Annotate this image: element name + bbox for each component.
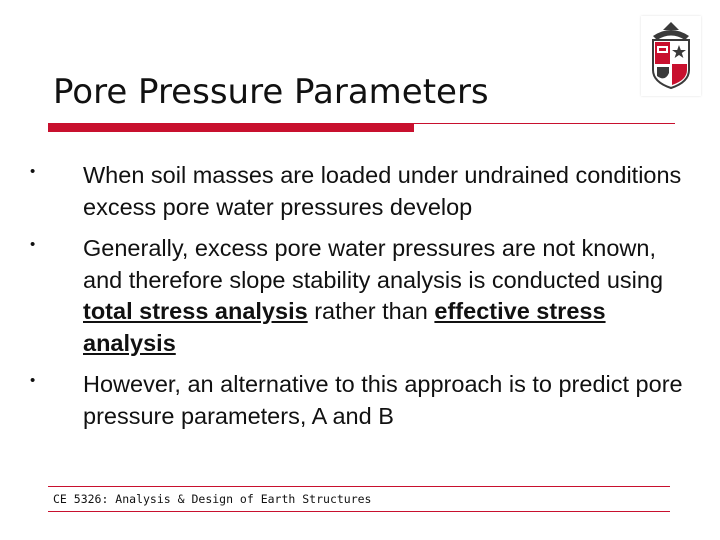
footer-text: CE 5326: Analysis & Design of Earth Structures [53,492,372,506]
bullet-list [0,160,720,442]
bullet-text: However, an alternative to this approach is to predict pore pressure parameters, A and B [83,371,683,429]
bullet-text [83,233,683,359]
slide-title: Pore Pressure Parameters [53,72,489,112]
emphasis-total-stress: total stress analysis [83,298,308,324]
bullet-text-part: Generally, excess pore water pressures are not known, and therefore slope stability analysis is conducted using [83,235,664,293]
bullet-marker: • [30,372,36,389]
bullet-item [0,369,720,432]
university-shield-icon [641,16,701,96]
footer-top-line [48,486,670,487]
bullet-text-part: rather than [307,298,435,324]
bullet-item [0,233,720,359]
footer-bottom-line [48,511,670,512]
logo-graphic [641,16,701,96]
title-accent-bar [48,124,414,132]
bullet-item [0,160,720,223]
bullet-text: When soil masses are loaded under undrained conditions excess pore water pressures develop [83,162,682,220]
bullet-marker: • [30,163,36,180]
bullet-marker: • [30,236,36,253]
emphasis-effective-stress: effective stress analysis [83,298,606,356]
